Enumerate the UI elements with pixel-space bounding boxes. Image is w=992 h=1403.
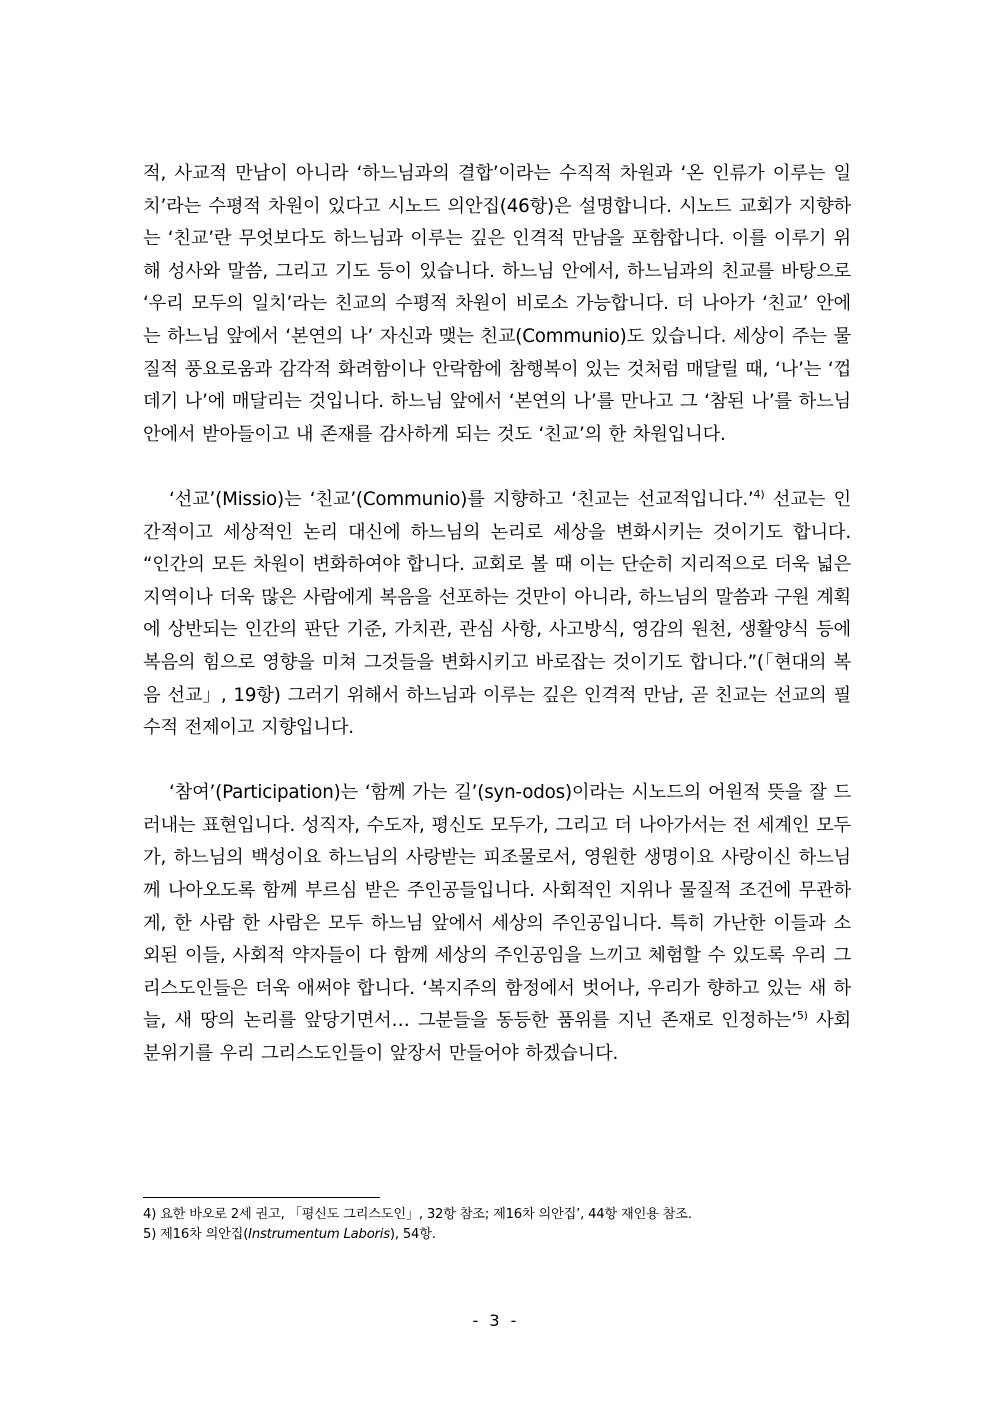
paragraph-gap xyxy=(143,451,851,484)
footnote-5-prefix: 5) 제16차 의안집( xyxy=(143,1227,249,1242)
page-number: - 3 - xyxy=(472,1311,520,1330)
footnote-5-suffix: ), 54항. xyxy=(389,1227,436,1242)
footnote-5-title: Instrumentum Laboris xyxy=(248,1227,390,1242)
paragraph-2 xyxy=(143,484,851,745)
footnotes xyxy=(143,1205,851,1245)
footnote-ref-4[interactable]: 4) xyxy=(753,487,765,501)
paragraph-2-text-a: ‘선교’(Missio)는 ‘친교’(Communio)를 지향하고 ‘친교는 선교적입니다.’ xyxy=(169,488,754,510)
body-text xyxy=(143,158,851,1071)
paragraph-1-text: 적, 사교적 만남이 아니라 ‘하느님과의 결합’이라는 수직적 차원과 ‘온 인류가 이루는 일치’라는 수평적 차원이 있다고 시노드 의안집(46항)은 설명합니다. 시노드 교회가 지향하는 ‘친교’란 무엇보다도 하느님과 이루는 깊은 인격적 만남을 포함합니다. 이를 이루기 위해 성사와 말씀, 그리고 기도 등이 있습니다. 하느님 안에서, 하느님과의 친교를 바탕으로 ‘우리 모두의 일치’라는 친교의 수평적 차원이 비로소 가능합니다. 더 나아가 ‘친교’ 안에는 하느님 앞에서 ‘본연의 나’ 자신과 맺는 친교(Communio)도 있습니다. 세상이 주는 물질적 풍요로움과 감각적 화려함이나 안락함에 참행복이 있는 것처럼 매달릴 때, ‘나’는 ‘껍데기 나’에 매달리는 것입니다. 하느님 앞에서 ‘본연의 나’를 만나고 그 ‘참된 나’를 하느님 안에서 받아들이고 내 존재를 감사하게 되는 것도 ‘친교’의 한 차원입니다. xyxy=(143,163,851,445)
paragraph-3 xyxy=(143,777,851,1070)
footnote-5 xyxy=(143,1225,851,1245)
paragraph-2-text-b: 선교는 인간적이고 세상적인 논리 대신에 하느님의 논리로 세상을 변화시키는 것이기도 합니다. “인간의 모든 차원이 변화하여야 합니다. 교회로 볼 때 이는 단순히 지리적으로 더욱 넓은 지역이나 더욱 많은 사람에게 복음을 선포하는 것만이 아니라, 하느님의 말씀과 구원 계획에 상반되는 인간의 판단 기준, 가치관, 관심 사항, 사고방식, 영감의 원천, 생활양식 등에 복음의 힘으로 영향을 미쳐 그것들을 변화시키고 바로잡는 것이기도 합니다.”(「현대의 복음 선교」, 19항) 그러기 위해서 하느님과 이루는 깊은 인격적 만남, 곧 친교는 선교의 필수적 전제이고 지향입니다. xyxy=(143,488,851,739)
paragraph-3-text-b: 사회 분위기를 우리 그리스도인들이 앞장서 만들어야 하겠습니다. xyxy=(143,1010,851,1065)
footnote-ref-5[interactable]: 5) xyxy=(796,1009,808,1023)
paragraph-1 xyxy=(143,158,851,451)
footnote-divider xyxy=(143,1197,380,1198)
paragraph-gap xyxy=(143,745,851,778)
footnote-4: 4) 요한 바오로 2세 권고, 「평신도 그리스도인」, 32항 참조; 제16차 의안집’, 44항 재인용 참조. xyxy=(143,1207,692,1222)
paragraph-3-text-a: ‘참여’(Participation)는 ‘함께 가는 길’(syn-odos)이라는 시노드의 어원적 뜻을 잘 드러내는 표현입니다. 성직자, 수도자, 평신도 모두가, 그리고 더 나아가서는 전 세계인 모두가, 하느님의 백성이요 하느님의 사랑받는 피조물로서, 영원한 생명이요 사랑이신 하느님께 나아오도록 함께 부르심 받은 주인공들입니다. 사회적인 지위나 물질적 조건에 무관하게, 한 사람 한 사람은 모두 하느님 앞에서 세상의 주인공입니다. 특히 가난한 이들과 소외된 이들, 사회적 약자들이 다 함께 세상의 주인공임을 느끼고 체험할 수 있도록 우리 그리스도인들은 더욱 애써야 합니다. ‘복지주의 함정에서 벗어나, 우리가 향하고 있는 새 하늘, 새 땅의 논리를 앞당기면서… 그분들을 동등한 품위를 지닌 존재로 인정하는’ xyxy=(143,782,851,1032)
